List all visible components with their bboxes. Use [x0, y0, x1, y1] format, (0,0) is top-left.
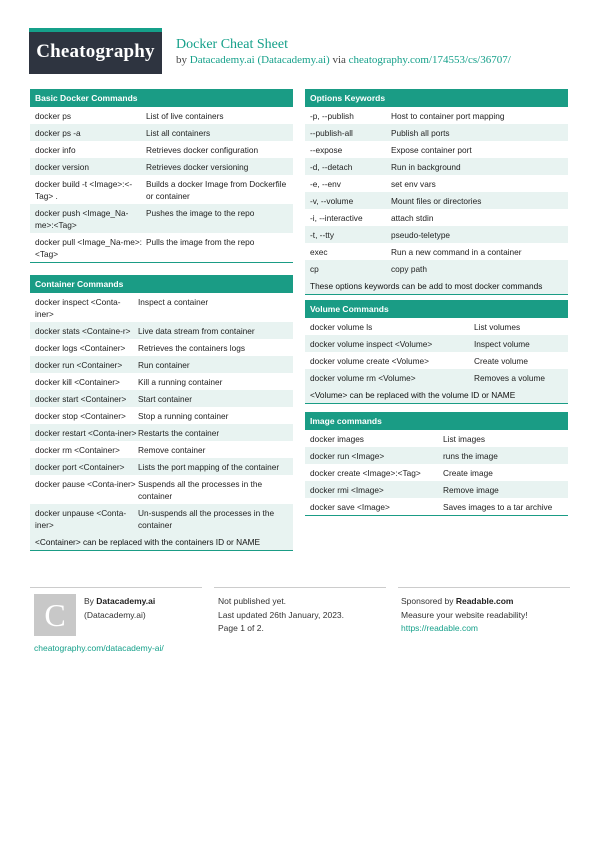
- command-cell: docker volume create <Volume>: [310, 356, 429, 366]
- command-cell: docker build -t <Image>:<-Tag> .: [35, 179, 133, 201]
- section-title: Image commands: [305, 412, 568, 430]
- command-cell: docker run <Image>: [310, 451, 385, 461]
- command-cell: docker pull <Image_Na-me>:<Tag>: [35, 237, 142, 259]
- logo-text: Cheatography: [36, 41, 155, 62]
- table-row: [30, 204, 293, 233]
- section-title: Volume Commands: [305, 300, 568, 318]
- description-cell: pseudo-teletype: [391, 230, 451, 240]
- author-avatar[interactable]: C: [34, 594, 76, 636]
- command-cell: docker kill <Container>: [35, 377, 120, 387]
- description-cell: Saves images to a tar archive: [443, 502, 553, 512]
- command-table: [305, 318, 568, 386]
- published-status: Not published yet.: [218, 596, 287, 606]
- sheet-url-link[interactable]: cheatography.com/174553/cs/36707/: [348, 54, 511, 66]
- command-cell: docker port <Container>: [35, 462, 125, 472]
- description-cell: Live data stream from container: [138, 326, 255, 336]
- last-updated: Last updated 26th January, 2023.: [218, 609, 345, 620]
- table-row: [305, 318, 568, 335]
- table-row: [305, 141, 568, 158]
- footer-profile: [34, 642, 164, 656]
- table-row: [305, 192, 568, 209]
- command-cell: docker rm <Container>: [35, 445, 120, 455]
- command-cell: docker ps -a: [35, 128, 81, 138]
- description-cell: Create image: [443, 468, 493, 478]
- description-cell: Pushes the image to the repo: [146, 208, 255, 218]
- command-cell: docker volume inspect <Volume>: [310, 339, 433, 349]
- command-table: [30, 107, 293, 262]
- description-cell: List volumes: [474, 322, 521, 332]
- description-cell: runs the image: [443, 451, 498, 461]
- table-row: [305, 175, 568, 192]
- description-cell: List images: [443, 434, 485, 444]
- section-divider: [30, 262, 293, 263]
- description-cell: set env vars: [391, 179, 436, 189]
- command-cell: --expose: [310, 145, 343, 155]
- table-row: [30, 390, 293, 407]
- description-cell: Mount files or directories: [391, 196, 482, 206]
- section-note: <Volume> can be replaced with the volume ID or NAME: [305, 386, 568, 404]
- section-note: <Container> can be replaced with the containers ID or NAME: [30, 533, 293, 551]
- command-cell: docker stop <Container>: [35, 411, 126, 421]
- table-row: [305, 481, 568, 498]
- table-row: [30, 175, 293, 204]
- command-cell: -i, --interactive: [310, 213, 363, 223]
- description-cell: Host to container port mapping: [391, 111, 505, 121]
- description-cell: Lists the port mapping of the container: [138, 462, 280, 472]
- table-row: [305, 447, 568, 464]
- table-row: [305, 209, 568, 226]
- sponsor-url-link[interactable]: https://readable.com: [401, 623, 479, 633]
- table-row: [30, 339, 293, 356]
- cheatography-logo[interactable]: [29, 28, 162, 74]
- section-title: Basic Docker Commands: [30, 89, 293, 107]
- description-cell: Pulls the image from the repo: [146, 237, 255, 247]
- table-row: [305, 226, 568, 243]
- sponsored-prefix: Sponsored by: [401, 596, 454, 606]
- description-cell: Start container: [138, 394, 192, 404]
- table-row: [30, 356, 293, 373]
- container-commands-section: [30, 275, 293, 551]
- description-cell: Stop a running container: [138, 411, 229, 421]
- table-row: [30, 124, 293, 141]
- footer-author-link[interactable]: Datacademy.ai: [96, 596, 156, 606]
- footer-divider: [398, 587, 570, 588]
- table-row: [305, 107, 568, 124]
- description-cell: Retrieves the containers logs: [138, 343, 245, 353]
- page-number: Page 1 of 2.: [218, 623, 264, 633]
- command-cell: docker info: [35, 145, 76, 155]
- options-keywords-section: [305, 89, 568, 295]
- sponsor-name[interactable]: Readable.com: [455, 596, 514, 606]
- footer-meta: [218, 595, 344, 636]
- description-cell: Un-suspends all the processes in the container: [138, 508, 275, 530]
- description-cell: Inspect a container: [138, 297, 209, 307]
- description-cell: Removes a volume: [474, 373, 546, 383]
- table-row: [30, 141, 293, 158]
- table-row: [30, 458, 293, 475]
- command-cell: docker ps: [35, 111, 71, 121]
- author-link[interactable]: Datacademy.ai (Datacademy.ai): [189, 54, 330, 66]
- command-cell: -d, --detach: [310, 162, 353, 172]
- command-cell: docker push <Image_Na-me>:<Tag>: [35, 208, 129, 230]
- table-row: [305, 430, 568, 447]
- profile-url-link[interactable]: cheatography.com/datacademy-ai/: [34, 643, 164, 653]
- volume-commands-section: [305, 300, 568, 404]
- section-title: Options Keywords: [305, 89, 568, 107]
- table-row: [305, 124, 568, 141]
- command-cell: docker save <Image>: [310, 502, 390, 512]
- command-cell: exec: [310, 247, 328, 257]
- table-row: [30, 441, 293, 458]
- command-cell: docker volume rm <Volume>: [310, 373, 416, 383]
- table-row: [305, 260, 568, 277]
- table-row: [30, 233, 293, 262]
- image-commands-section: [305, 412, 568, 516]
- command-cell: -v, --volume: [310, 196, 354, 206]
- description-cell: Remove image: [443, 485, 499, 495]
- byline-by: by: [176, 54, 187, 66]
- command-cell: docker inspect <Conta-iner>: [35, 297, 121, 319]
- command-cell: docker restart <Conta-iner>: [35, 428, 137, 438]
- command-cell: docker create <Image>:<Tag>: [310, 468, 421, 478]
- description-cell: Restarts the container: [138, 428, 220, 438]
- command-cell: -t, --tty: [310, 230, 334, 240]
- section-note: These options keywords can be add to most docker commands: [305, 277, 568, 295]
- footer-divider: [30, 587, 202, 588]
- command-cell: --publish-all: [310, 128, 353, 138]
- table-row: [30, 293, 293, 322]
- byline: [176, 54, 511, 66]
- description-cell: Kill a running container: [138, 377, 223, 387]
- table-row: [305, 464, 568, 481]
- section-title: Container Commands: [30, 275, 293, 293]
- description-cell: Remove container: [138, 445, 206, 455]
- table-row: [30, 407, 293, 424]
- command-cell: cp: [310, 264, 319, 274]
- command-table: [305, 107, 568, 277]
- table-row: [305, 498, 568, 515]
- command-table: [305, 430, 568, 515]
- footer-divider: [214, 587, 386, 588]
- section-divider: [305, 515, 568, 516]
- table-row: [30, 158, 293, 175]
- command-cell: docker version: [35, 162, 89, 172]
- table-row: [305, 369, 568, 386]
- description-cell: copy path: [391, 264, 427, 274]
- description-cell: Run a new command in a container: [391, 247, 522, 257]
- command-cell: docker stats <Containe-r>: [35, 326, 131, 336]
- page-title: Docker Cheat Sheet: [176, 37, 288, 52]
- command-table: [30, 293, 293, 533]
- command-cell: docker pause <Conta-iner>: [35, 479, 136, 489]
- footer-author-paren: (Datacademy.ai): [84, 609, 146, 620]
- command-cell: docker rmi <Image>: [310, 485, 384, 495]
- byline-via: via: [332, 54, 346, 66]
- command-cell: -p, --publish: [310, 111, 354, 121]
- table-row: [30, 475, 293, 504]
- command-cell: docker start <Container>: [35, 394, 127, 404]
- basic-docker-commands-section: [30, 89, 293, 263]
- description-cell: Suspends all the processes in the container: [138, 479, 263, 501]
- footer-by: By: [84, 596, 94, 606]
- table-row: [30, 424, 293, 441]
- description-cell: Builds a docker Image from Dockerfile or container: [146, 179, 287, 201]
- table-row: [30, 373, 293, 390]
- description-cell: Expose container port: [391, 145, 472, 155]
- command-cell: -e, --env: [310, 179, 341, 189]
- table-row: [30, 322, 293, 339]
- table-row: [305, 158, 568, 175]
- description-cell: Run in background: [391, 162, 461, 172]
- command-cell: docker run <Container>: [35, 360, 123, 370]
- table-row: [30, 504, 293, 533]
- command-cell: docker logs <Container>: [35, 343, 126, 353]
- description-cell: attach stdin: [391, 213, 434, 223]
- description-cell: List all containers: [146, 128, 211, 138]
- table-row: [305, 243, 568, 260]
- description-cell: Retrieves docker versioning: [146, 162, 249, 172]
- command-cell: docker images: [310, 434, 364, 444]
- footer-sponsor: [401, 595, 528, 636]
- command-cell: docker volume ls: [310, 322, 373, 332]
- description-cell: Create volume: [474, 356, 528, 366]
- description-cell: Retrieves docker configuration: [146, 145, 259, 155]
- command-cell: docker unpause <Conta-iner>: [35, 508, 127, 530]
- description-cell: Inspect volume: [474, 339, 530, 349]
- table-row: [30, 107, 293, 124]
- description-cell: Publish all ports: [391, 128, 450, 138]
- footer-author: [84, 595, 155, 622]
- table-row: [305, 335, 568, 352]
- table-row: [305, 352, 568, 369]
- sponsor-tagline: Measure your website readability!: [401, 609, 528, 620]
- description-cell: Run container: [138, 360, 190, 370]
- description-cell: List of live containers: [146, 111, 224, 121]
